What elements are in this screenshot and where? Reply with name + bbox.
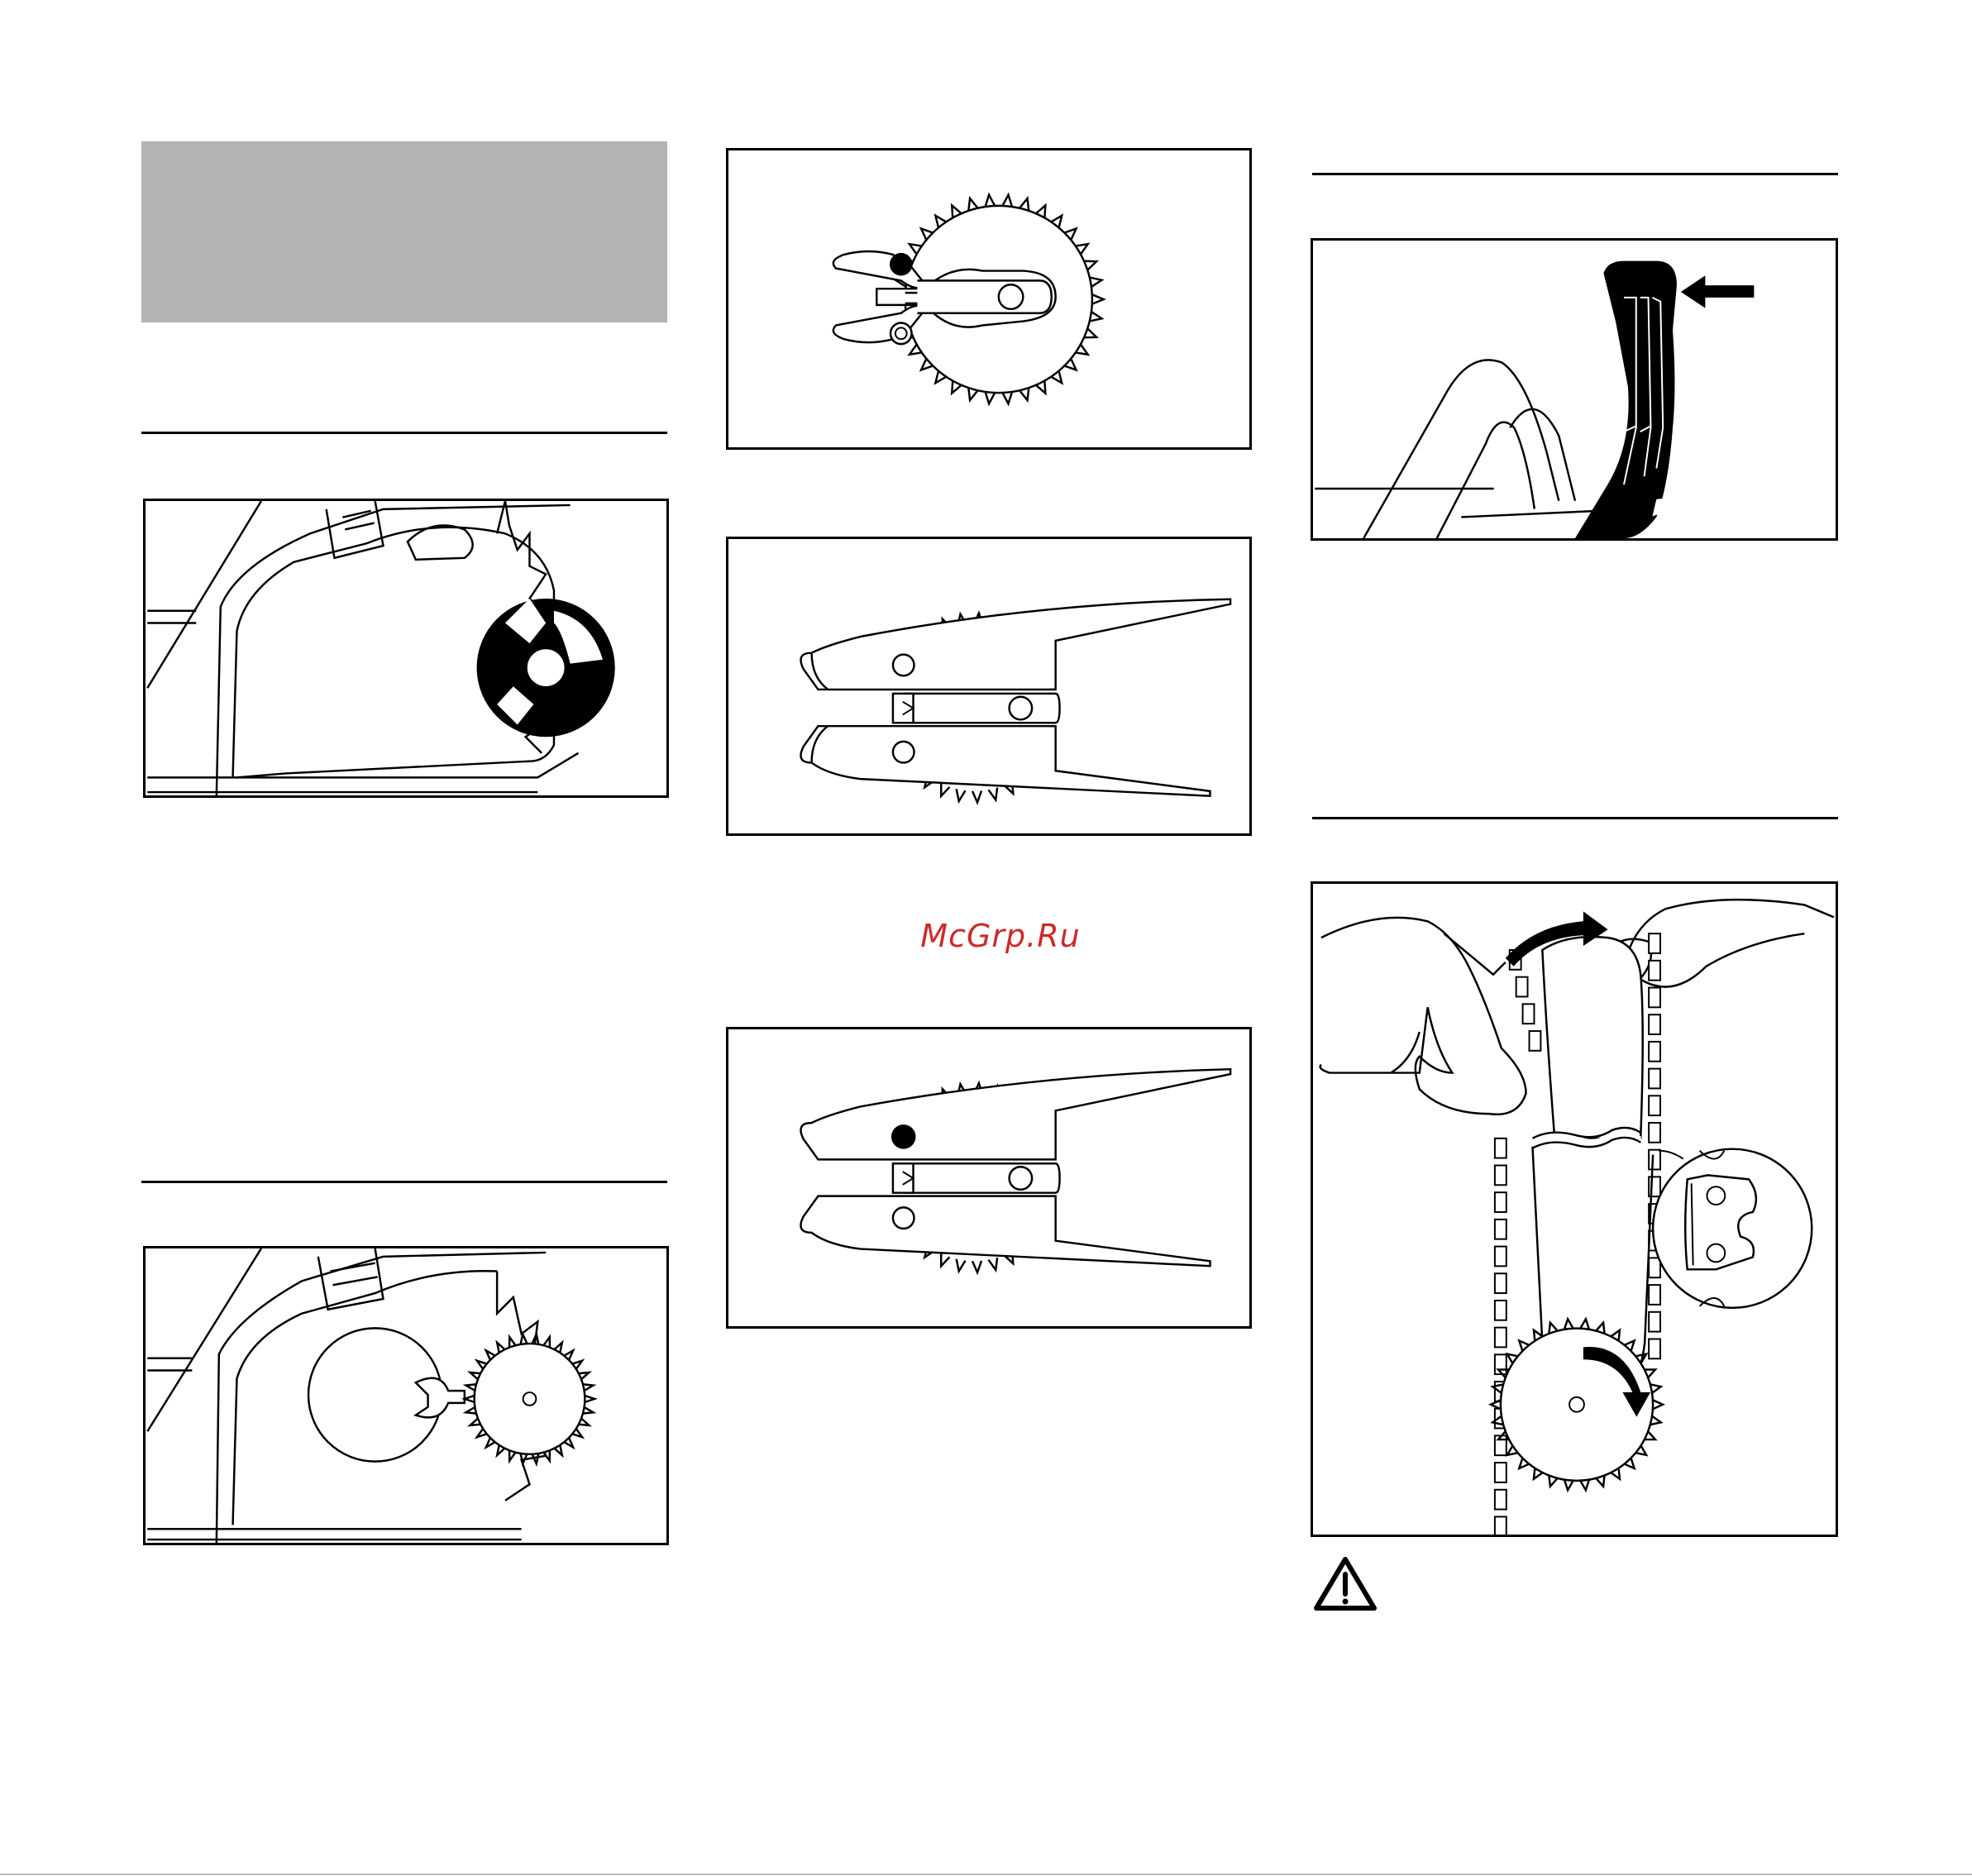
section-rule-right-1 <box>1312 173 1838 175</box>
hand-guard-icon <box>1313 241 1836 538</box>
chain-cover-nut-icon <box>146 501 666 795</box>
figure-bar-peg-in-hole <box>726 1027 1252 1329</box>
section-rule-left-1 <box>141 432 667 434</box>
section-header-box <box>141 141 667 322</box>
figure-fitting-chain <box>1311 881 1838 1537</box>
figure-chain-brake-lever <box>1311 238 1838 541</box>
figure-cover-removal <box>143 499 669 798</box>
watermark: McGrp.Ru <box>920 918 1081 954</box>
tensioner-pawl-icon <box>728 150 1249 447</box>
figure-tensioner-gear-on-housing <box>143 1246 669 1545</box>
guide-bar-icon <box>728 539 1249 833</box>
section-rule-left-2 <box>141 1181 667 1183</box>
guide-bar-peg-icon <box>728 1029 1249 1326</box>
page-bottom-edge <box>0 1874 1972 1875</box>
section-rule-right-2 <box>1312 817 1838 819</box>
figure-tensioner-gear-detail <box>726 148 1252 450</box>
saw-chain-icon <box>1313 884 1836 1535</box>
tensioner-gear-icon <box>146 1248 666 1543</box>
figure-bar-on-gear <box>726 537 1252 836</box>
warning-triangle-icon <box>1312 1554 1378 1612</box>
